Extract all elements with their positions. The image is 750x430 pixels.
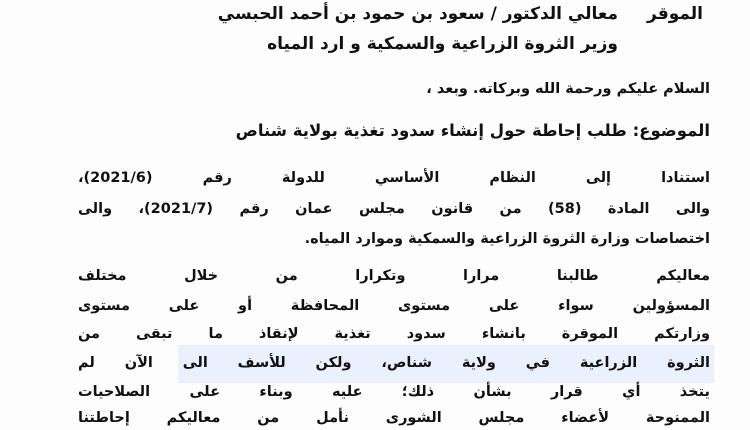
paragraph1-line1: استنادا إلى النظام الأساسي للدولة رقم (2021/6)، [78, 170, 710, 186]
addressee-position: وزير الثروة الزراعية والسمكية و ارد المياه [267, 34, 618, 54]
paragraph2-line3: وزارتكم الموقرة بانشاء سدود تغذية لإنقاذ ما تبقى من [78, 326, 710, 342]
addressee-honorific: الموقر [647, 4, 703, 24]
paragraph2-line1: معاليكم طالبنا مرارا وتكرارا من خلال مختلف [78, 268, 710, 284]
addressee-name: معالي الدكتور / سعود بن حمود بن أحمد الحبسي [217, 4, 618, 24]
paragraph1-line3: اختصاصات وزارة الثروة الزراعية والسمكية وموارد المياه. [304, 231, 710, 247]
paragraph2-line6: الممنوحة لأعضاء مجلس الشورى نأمل من معاليكم إحاطتنا [78, 410, 710, 426]
paragraph2-line2: المسؤولين سواء على مستوى المحافظة أو على مستوى [78, 298, 710, 314]
paragraph2-line5: يتخذ أي قرار بشأن ذلك؛ عليه وبناء على الصلاحيات [78, 384, 710, 400]
subject-line: الموضوع: طلب إحاطة حول إنشاء سدود تغذية بولاية شناص [235, 121, 710, 140]
paragraph1-line2: والى المادة (58) من قانون مجلس عمان رقم (2021/7)، والى [78, 201, 711, 217]
paragraph2-line4: الثروة الزراعية في ولاية شناص، ولكن للأسف الى الآن لم [78, 355, 710, 371]
greeting: السلام عليكم ورحمة الله وبركاته. وبعد ، [426, 81, 710, 97]
